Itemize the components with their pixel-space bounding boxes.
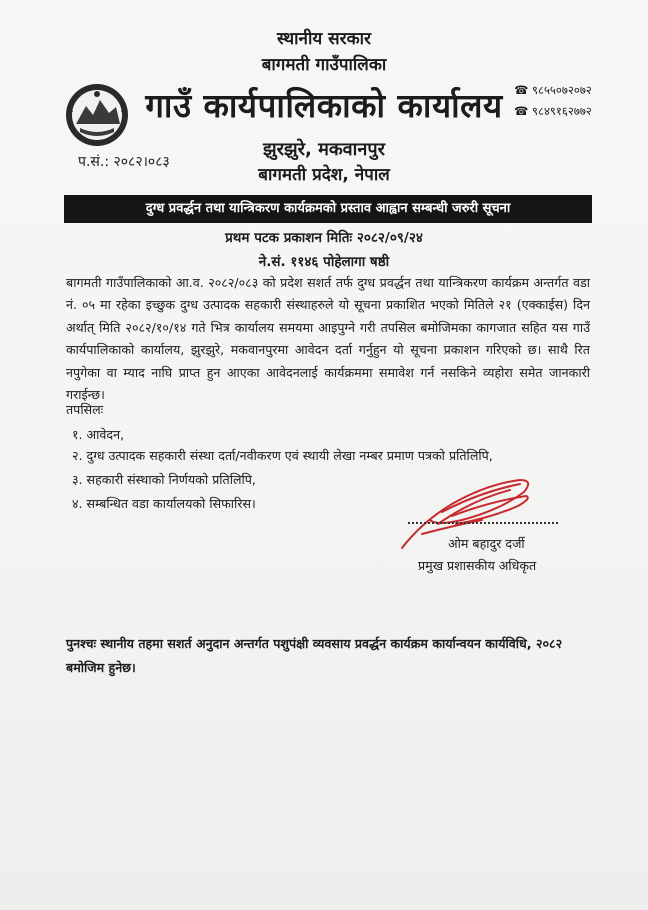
publication-date: प्रथम पटक प्रकाशन मितिः २०८२/०९/२४ <box>225 230 423 246</box>
signatory-title: प्रमुख प्रशासकीय अधिकृत <box>418 558 537 573</box>
header-municipality: बागमती गाउँपालिका <box>261 55 387 75</box>
list-heading: तपसिलः <box>66 402 104 417</box>
signature-line <box>408 522 558 524</box>
nepal-sambat-date: ने.सं. ११४६ पोहेलागा षष्ठी <box>258 254 390 270</box>
header-local-government: स्थानीय सरकार <box>276 29 371 49</box>
list-item: २. दुग्ध उत्पादक सहकारी संस्था दर्ता/नवीकरण एवं स्थायी लेखा नम्बर प्रमाण पत्रको प्रतिलिपि, <box>72 448 493 463</box>
list-item: ३. सहकारी संस्थाको निर्णयको प्रतिलिपि, <box>72 472 256 487</box>
list-item: ४. सम्बन्धित वडा कार्यालयको सिफारिस। <box>72 496 256 511</box>
notice-subject-banner: दुग्ध प्रवर्द्धन तथा यान्त्रिकरण कार्यक्रमको प्रस्ताव आह्वान सम्बन्धी जरुरी सूचना <box>64 195 592 223</box>
phone-number: ☎ ९८५५०७२०७२ <box>514 83 592 97</box>
signatory-name: ओम बहादुर दर्जी <box>448 536 525 551</box>
list-item: १. आवेदन, <box>72 427 125 442</box>
postscript-note: पुनश्चः स्थानीय तहमा सशर्त अनुदान अन्तर्गत पशुपंक्षी व्यवसाय प्रवर्द्धन कार्यक्रम कार्यान्वयन कार्यविधि, २०८२ बमोजिम हुनेछ। <box>66 636 563 675</box>
office-location: झुरझुरे, मकवानपुर <box>263 139 385 160</box>
phone-number: ☎ ९८४९१६२७७२ <box>514 104 592 118</box>
notice-body: बागमती गाउँपालिकाको आ.व. २०८२/०८३ को प्रदेश सशर्त तर्फ दुग्ध प्रवर्द्धन तथा यान्त्रिकरण कार्यक्रम अन्तर्गत वडा नं. ०५ मा रहेका इच्छुक दुग्ध उत्पादक सहकारी संस्थाहरुले यो सूचना प्रकाशित भएको मितिले २१ (एक्काईस) दिन अर्थात् मिति २०८२/१०/१४ गते भित्र कार्यालय समयमा आइपुग्ने गरी तपसिल बमोजिमका कागजात सहित यस गाउँ कार्यपालिकाको कार्यालय, झुरझुरे, मकवानपुरमा आवेदन दर्ता गर्नुहुन यो सूचना प्रकाशन गरिएको छ। साथै रित नपुगेका वा म्याद नाघि प्राप्त हुन आएका आवेदनलाई कार्यक्रममा समावेश गर्न नसकिने व्यहोरा समेत जानकारी गराईन्छ। <box>66 275 590 403</box>
reference-number: प.सं.: २०८२।०८३ <box>78 154 170 170</box>
office-title: गाउँ कार्यपालिकाको कार्यालय <box>145 86 503 125</box>
office-province: बागमती प्रदेश, नेपाल <box>258 165 390 185</box>
